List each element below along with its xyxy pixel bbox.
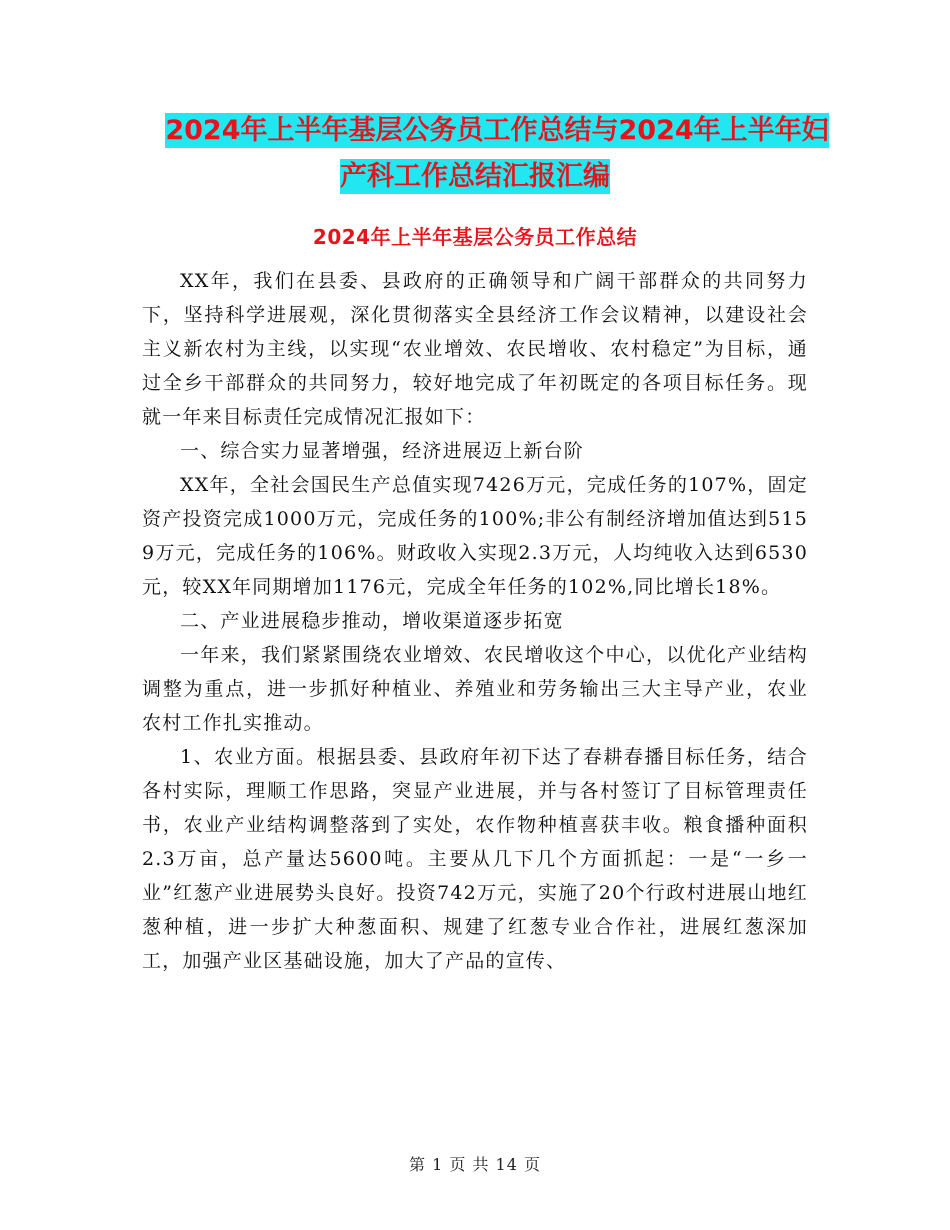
body-paragraph: XX年，我们在县委、县政府的正确领导和广阔干部群众的共同努力下，坚持科学进展观，深化贯彻落实全县经济工作会议精神，以建设社会主义新农村为主线，以实现“农业增效、农民增收、农村稳定”为目标，通过全乡干部群众的共同努力，较好地完成了年初既定的各项目标任务。现就一年来目标责任完成情况汇报如下： <box>142 270 808 428</box>
section-title: 2024年上半年基层公务员工作总结 <box>312 225 638 249</box>
page-number-footer: 第 1 页 共 14 页 <box>409 1155 541 1174</box>
section-heading-2: 二、产业进展稳步推动，增收渠道逐步拓宽 <box>180 610 564 632</box>
body-paragraph: XX年，全社会国民生产总值实现7426万元，完成任务的107%，固定资产投资完成1000万元，完成任务的100%;非公有制经济增加值达到5159万元，完成任务的106%。财政收入实现2.3万元，人均纯收入达到6530元，较XX年同期增加1176元，完成全年任务的102%,同比增长18%。 <box>142 474 808 598</box>
document-title <box>0 108 950 200</box>
document-title-line-1 <box>0 108 950 154</box>
document-title-line-2 <box>0 154 950 200</box>
body-paragraph: 1、农业方面。根据县委、县政府年初下达了春耕春播目标任务，结合各村实际，理顺工作思路，突显产业进展，并与各村签订了目标管理责任书，农业产业结构调整落到了实处，农作物种植喜获丰收。粮食播种面积2.3万亩，总产量达5600吨。主要从几下几个方面抓起：一是“一乡一业”红葱产业进展势头良好。投资742万元，实施了20个行政村进展山地红葱种植，进一步扩大种葱面积、规建了红葱专业合作社，进展红葱深加工，加强产业区基础设施，加大了产品的宣传、 <box>142 746 808 972</box>
document-body <box>142 264 808 978</box>
document-title-line-1-text: 2024年上半年基层公务员工作总结与2024年上半年妇 <box>165 115 829 146</box>
document-title-line-2-text: 产科工作总结汇报汇编 <box>340 161 610 192</box>
section-heading-1: 一、综合实力显著增强，经济进展迈上新台阶 <box>180 440 585 462</box>
body-paragraph: 一年来，我们紧紧围绕农业增效、农民增收这个中心，以优化产业结构调整为重点，进一步抓好种植业、养殖业和劳务输出三大主导产业，农业农村工作扎实推动。 <box>142 644 808 734</box>
